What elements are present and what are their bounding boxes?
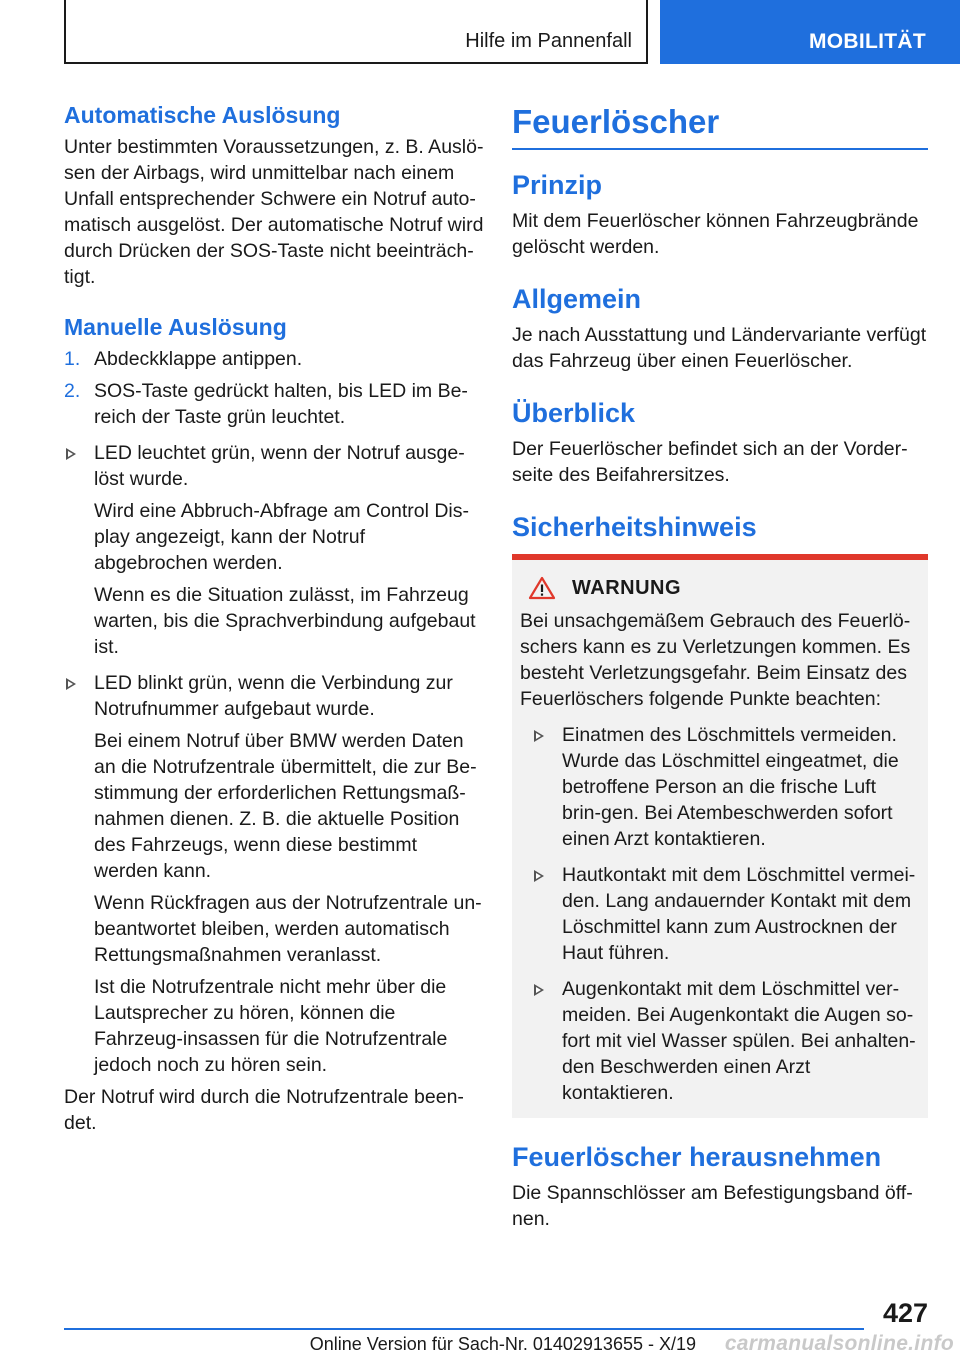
- header-chapter-title: MOBILITÄT: [808, 30, 926, 53]
- paragraph-allgemein: Je nach Ausstattung und Ländervariante verfügt das Fahrzeug über einen Feuerlöscher.: [512, 324, 927, 372]
- warning-triangle-icon: [528, 576, 556, 600]
- paragraph-notruf-beenden: Der Notruf wird durch die Notrufzentrale been-det.: [64, 1086, 464, 1134]
- page-number: 427: [882, 1298, 928, 1328]
- heading-prinzip: Prinzip: [512, 170, 603, 200]
- header-section-tab: [64, 0, 648, 64]
- footer-rule: [64, 1328, 864, 1330]
- triangle-bullet-icon: [534, 870, 544, 882]
- warning-box: [512, 554, 928, 1118]
- footer-online-version: Online Version für Sach-Nr. 01402913655 - X/19: [309, 1334, 696, 1354]
- bullet-text: LED leuchtet grün, wenn der Notruf ausge-löst wurde.: [94, 442, 465, 490]
- bullet-subtext: Wenn Rückfragen aus der Notrufzentrale un-beantwortet bleiben, werden automatisch Rettungsmaßnahmen veranlasst.: [94, 892, 482, 966]
- step-number: 2.: [64, 380, 81, 402]
- warning-item-text: Augenkontakt mit dem Löschmittel ver-meiden. Bei Augenkontakt die Augen so-fort mit viel Wasser spülen. Bei anhalten-den Beschwerden einen Arzt kontaktieren.: [562, 978, 916, 1104]
- bullet-subtext: Ist die Notrufzentrale nicht mehr über die Lautsprecher zu hören, können die Fahrzeug-insassen für die Notrufzentrale jedoch noch zu hören sein.: [94, 976, 448, 1076]
- warning-item: [520, 722, 918, 852]
- steps-list: [64, 346, 484, 430]
- step-item: [64, 346, 484, 372]
- paragraph-prinzip: Mit dem Feuerlöscher können Fahrzeugbrände gelöscht werden.: [512, 210, 919, 258]
- paragraph-feuerloescher-herausnehmen: Die Spannschlösser am Befestigungsband öff-nen.: [512, 1182, 913, 1230]
- bullet-subtext: Bei einem Notruf über BMW werden Daten an die Notrufzentrale übermittelt, die zur Be-stimmung der erforderlichen Rettungsmaß-nahmen dienen. Z. B. die aktuelle Position des Fahrzeugs, wenn diese bestimmt werden kann.: [94, 730, 477, 882]
- triangle-bullet-icon: [66, 448, 76, 460]
- right-column: [512, 100, 928, 1232]
- step-number: 1.: [64, 348, 81, 370]
- left-column: [64, 100, 484, 1136]
- bullet-subtext: Wird eine Abbruch-Abfrage am Control Dis-play angezeigt, kann der Notruf abgebrochen werden.: [94, 500, 469, 574]
- heading-ueberblick: Überblick: [512, 398, 636, 428]
- warning-header: [520, 576, 918, 600]
- step-text: SOS-Taste gedrückt halten, bis LED im Be-reich der Taste grün leuchtet.: [94, 380, 468, 428]
- header-section-title: Hilfe im Pannenfall: [465, 30, 632, 52]
- triangle-bullet-icon: [534, 984, 544, 996]
- bullet-text: LED blinkt grün, wenn die Verbindung zur Notrufnummer aufgebaut wurde.: [94, 672, 453, 720]
- step-text: Abdeckklappe antippen.: [94, 348, 303, 370]
- heading-allgemein: Allgemein: [512, 284, 642, 314]
- bullet-subtext: Wenn es die Situation zulässt, im Fahrzeug warten, bis die Sprachverbindung aufgebaut ist.: [94, 584, 476, 658]
- watermark: carmanualsonline.info: [724, 1332, 954, 1355]
- triangle-bullet-icon: [66, 678, 76, 690]
- bullet-led-gruen: [64, 440, 484, 660]
- warning-item-text: Einatmen des Löschmittels vermeiden. Wurde das Löschmittel eingeatmet, die betroffene Person an die frische Luft brin-gen. Bei Atembeschwerden sofort einen Arzt kontaktieren.: [562, 724, 899, 850]
- paragraph-ueberblick: Der Feuerlöscher befindet sich an der Vorder-seite des Beifahrersitzes.: [512, 438, 908, 486]
- heading-feuerloescher-herausnehmen: Feuerlöscher herausnehmen: [512, 1142, 882, 1172]
- heading-sicherheitshinweis: Sicherheitshinweis: [512, 512, 757, 542]
- warning-text: Bei unsachgemäßem Gebrauch des Feuerlö-schers kann es zu Verletzungen kommen. Es besteht Verletzungsgefahr. Beim Einsatz des Feuerlöschers folgende Punkte beachten:: [520, 610, 911, 710]
- heading-manuelle-ausloesung: Manuelle Auslösung: [64, 314, 287, 340]
- warning-item-text: Hautkontakt mit dem Löschmittel vermei-den. Lang andauernder Kontakt mit dem Löschmittel kann zum Austrocknen der Haut führen.: [562, 864, 916, 964]
- heading-automatische-ausloesung: Automatische Auslösung: [64, 102, 341, 128]
- page-title: Feuerlöscher: [512, 100, 928, 150]
- warning-item: [520, 976, 918, 1106]
- header-chapter-tab: [660, 0, 960, 64]
- warning-item: [520, 862, 918, 966]
- step-item: [64, 378, 484, 430]
- paragraph-automatische-ausloesung: Unter bestimmten Voraussetzungen, z. B. Auslö-sen der Airbags, wird unmittelbar nach einem Unfall entsprechender Schwere ein Notruf auto-matisch ausgelöst. Der automatische Notruf wird durch Drücken der SOS-Taste nicht beeinträch-tigt.: [64, 136, 484, 288]
- bullet-led-blinkt: [64, 670, 484, 1078]
- triangle-bullet-icon: [534, 730, 544, 742]
- warning-title: WARNUNG: [572, 576, 682, 599]
